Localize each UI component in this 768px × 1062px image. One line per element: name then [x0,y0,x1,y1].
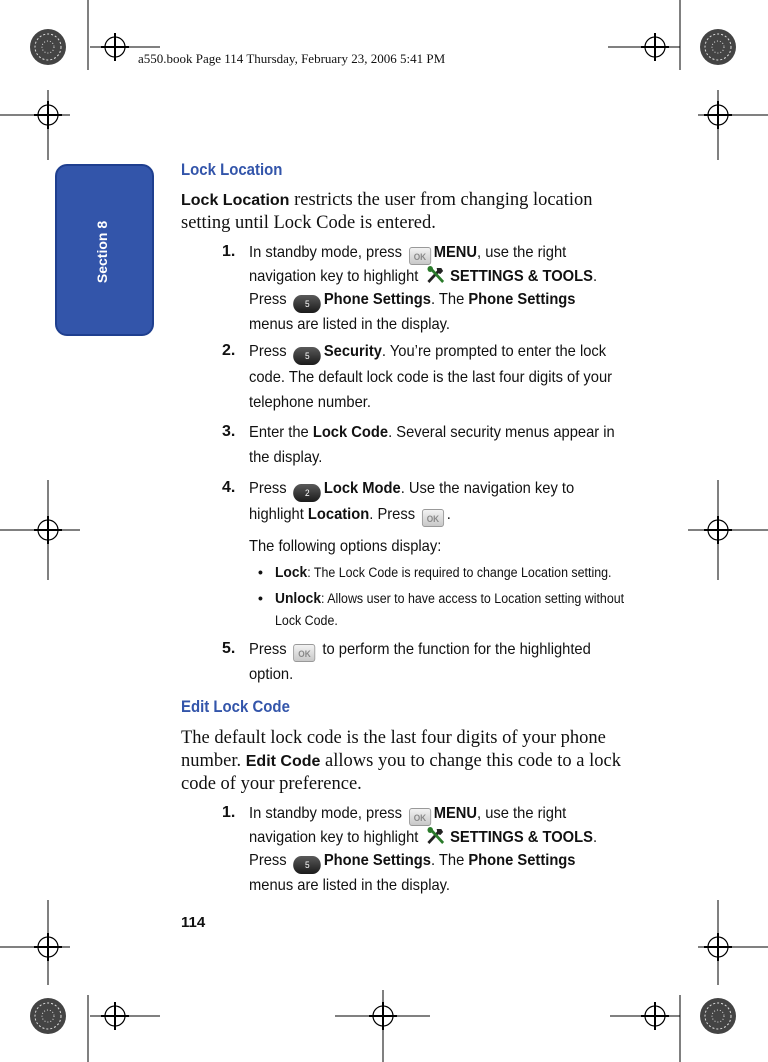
section-tab [55,164,154,336]
lock-location-intro [181,189,641,235]
step-text: In standby mode, press OK MENU, use the right navigation key to highlight SETTINGS & TOOLS. Press 5 Phone Settings. The Phone Settings menus are listed in the display. [249,805,598,894]
section-label: Section 8 [94,220,110,284]
step-number: 5. [222,640,236,657]
step-text: Press 5 Security. You’re prompted to enter the lock code. The default lock code is the last four digits of your telephone number. [249,343,613,411]
key-5-icon: 5 [293,295,321,313]
step-number: 1. [222,804,236,821]
options-intro: The following options display: [249,538,442,555]
step-number: 1. [222,243,236,260]
intro-bold: Lock Location [181,192,290,209]
step-text: Press 2 Lock Mode. Use the navigation key to highlight Location. Press OK . [249,476,617,527]
ok-key-icon: OK [422,509,444,527]
edit-lock-code-intro: The default lock code is the last four digits of your phone number. Edit Code allows you to change this code to a lock code of your preference. [181,728,621,794]
option-lock: Lock: The Lock Code is required to change Location setting. [275,564,612,581]
lock-location-heading: Lock Location [181,160,283,179]
step-number: 2. [222,342,236,359]
ok-key-icon: OK [409,808,431,826]
settings-tools-icon [425,826,447,846]
key-5-icon: 5 [293,856,321,874]
option-unlock: Unlock: Allows user to have access to Location setting without Lock Code. [275,590,625,628]
step-number: 3. [222,423,236,440]
ok-key-icon: OK [409,247,431,265]
print-header: a550.book Page 114 Thursday, February 23, 2006 5:41 PM [138,51,446,66]
bullet: • [258,590,263,606]
page-number: 114 [181,914,206,931]
ok-key-icon: OK [293,644,315,662]
key-5-icon: 5 [293,347,321,365]
step-text: Press OK to perform the function for the highlighted option. [249,641,591,683]
intro-text: restricts the user from changing location setting until Lock Code is entered. [181,190,593,233]
step-text: Enter the Lock Code. Several security menus appear in the display. [249,424,615,466]
step-text: In standby mode, press OK MENU, use the right navigation key to highlight SETTINGS & TOOLS. Press 5 Phone Settings. The Phone Settings menus are listed in the display. [249,244,598,333]
bullet: • [258,564,263,580]
step-number: 4. [222,479,236,496]
key-2-icon: 2 [293,484,321,502]
edit-lock-code-heading: Edit Lock Code [181,697,290,716]
settings-tools-icon [425,265,447,285]
